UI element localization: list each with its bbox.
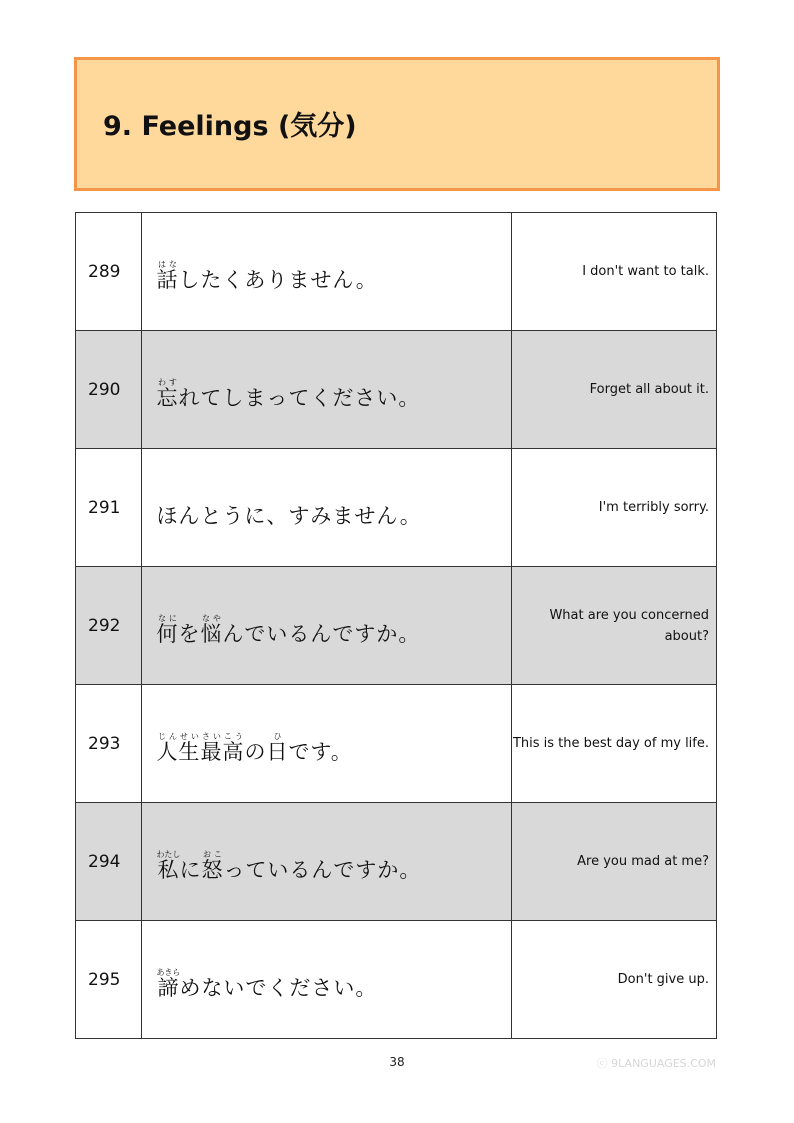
kanji-with-furigana — [156, 613, 179, 646]
kanji-with-furigana — [200, 731, 245, 764]
phrase-number: 292 — [76, 567, 142, 685]
kanji: 私 — [156, 857, 181, 882]
phrase-number: 290 — [76, 331, 142, 449]
japanese-sentence — [156, 840, 511, 884]
page-number: 38 — [389, 1055, 405, 1069]
kanji-with-furigana — [200, 613, 223, 646]
japanese-cell — [142, 567, 512, 685]
japanese-sentence — [156, 368, 511, 412]
table-row — [76, 685, 717, 803]
furigana: あきら — [156, 967, 181, 977]
furigana: はな — [156, 259, 179, 269]
kana-text: めないでください。 — [179, 975, 378, 1000]
table-row — [76, 803, 717, 921]
japanese-sentence — [156, 958, 511, 1002]
kanji-with-furigana — [201, 849, 224, 882]
furigana: じんせい — [156, 731, 201, 741]
furigana: わす — [156, 377, 179, 387]
furigana: おこ — [201, 849, 224, 859]
kana-text: に — [179, 857, 202, 882]
kanji: 悩 — [200, 621, 223, 646]
kana-text: を — [178, 621, 201, 646]
table-row — [76, 567, 717, 685]
kana-text: したくありません。 — [178, 267, 378, 292]
english-translation: Are you mad at me? — [512, 803, 717, 921]
table-row — [76, 921, 717, 1039]
furigana: ひ — [266, 731, 289, 741]
kanji: 最高 — [200, 739, 245, 764]
phrase-number: 289 — [76, 213, 142, 331]
furigana: わたし — [156, 849, 181, 859]
english-translation: This is the best day of my life. — [512, 685, 717, 803]
english-translation: Don't give up. — [512, 921, 717, 1039]
phrase-number: 294 — [76, 803, 142, 921]
kana-text: っているんですか。 — [223, 857, 422, 882]
phrase-number: 291 — [76, 449, 142, 567]
kanji-with-furigana — [156, 377, 179, 410]
japanese-cell — [142, 685, 512, 803]
kana-text: ほんとうに、すみません。 — [156, 503, 422, 528]
kanji-with-furigana — [156, 731, 201, 764]
phrase-table — [75, 212, 717, 1039]
japanese-cell — [142, 213, 512, 331]
japanese-sentence — [156, 250, 511, 294]
english-translation: I'm terribly sorry. — [512, 449, 717, 567]
table-row — [76, 449, 717, 567]
english-translation: What are you concerned about? — [512, 567, 717, 685]
english-translation: Forget all about it. — [512, 331, 717, 449]
kanji: 話 — [156, 267, 179, 292]
table-row — [76, 331, 717, 449]
japanese-sentence — [156, 722, 511, 766]
kanji: 日 — [266, 739, 289, 764]
furigana: さいこう — [200, 731, 245, 741]
kanji: 何 — [156, 621, 179, 646]
watermark: ⓒ 9LANGUAGES.COM — [596, 1057, 716, 1070]
kana-text: んでいるんですか。 — [222, 621, 421, 646]
kanji: 忘 — [156, 385, 179, 410]
kanji: 諦 — [156, 975, 181, 1000]
japanese-cell — [142, 921, 512, 1039]
furigana: なや — [200, 613, 223, 623]
kana-text: れてしまってください。 — [178, 385, 421, 410]
japanese-cell — [142, 803, 512, 921]
japanese-sentence — [156, 486, 511, 530]
section-title-box — [74, 57, 720, 191]
kanji: 怒 — [201, 857, 224, 882]
japanese-cell — [142, 331, 512, 449]
phrase-number: 293 — [76, 685, 142, 803]
japanese-cell — [142, 449, 512, 567]
kanji: 人生 — [156, 739, 201, 764]
japanese-sentence — [156, 604, 511, 648]
kanji-with-furigana — [156, 259, 179, 292]
kanji-with-furigana — [156, 849, 181, 882]
kana-text: の — [244, 739, 267, 764]
kana-text: です。 — [288, 739, 353, 764]
english-translation: I don't want to talk. — [512, 213, 717, 331]
kanji-with-furigana — [156, 967, 181, 1000]
table-row — [76, 213, 717, 331]
kanji-with-furigana — [266, 731, 289, 764]
phrase-number: 295 — [76, 921, 142, 1039]
section-title: 9. Feelings (気分) — [103, 111, 357, 142]
furigana: なに — [156, 613, 179, 623]
